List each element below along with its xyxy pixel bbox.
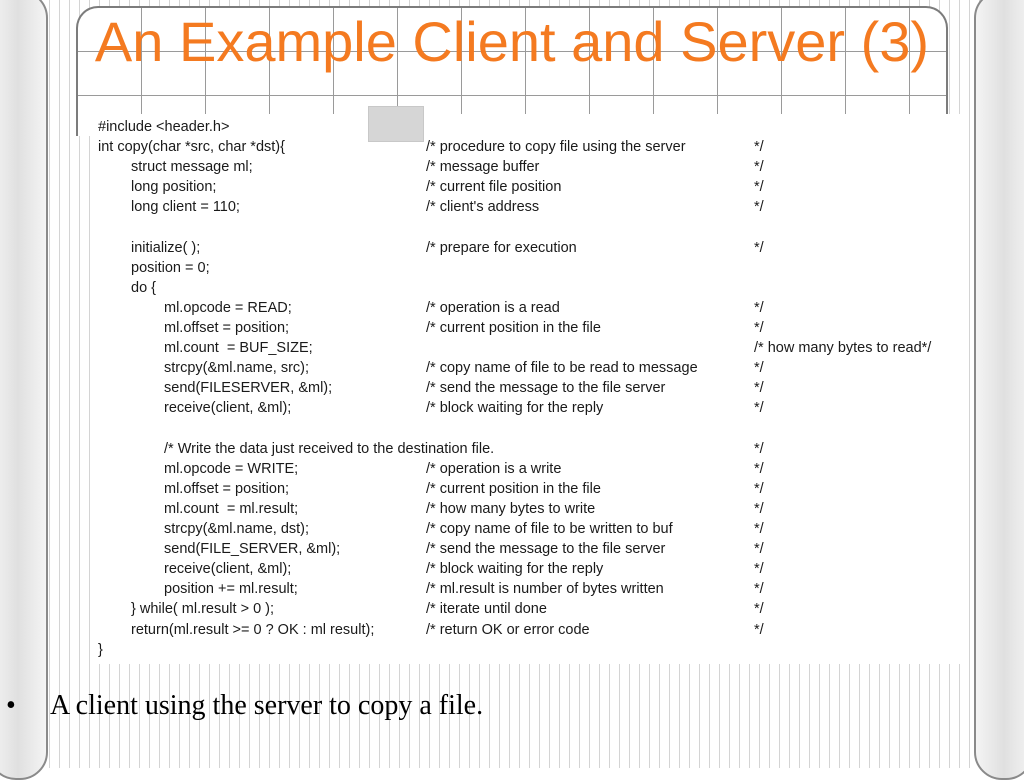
- code-comment: /* operation is a write: [426, 460, 562, 477]
- code-comment: /* ml.result is number of bytes written: [426, 581, 664, 598]
- code-line: ml.count = BUF_SIZE;: [164, 340, 313, 357]
- code-line: receive(client, &ml);: [164, 561, 292, 578]
- code-line: send(FILESERVER, &ml);: [164, 380, 333, 397]
- code-comment: /* prepare for execution: [426, 239, 577, 256]
- code-comment-end: */: [754, 320, 764, 336]
- code-line: send(FILE_SERVER, &ml);: [164, 541, 341, 558]
- code-line: position += ml.result;: [164, 581, 298, 598]
- code-comment-end: */: [754, 199, 764, 216]
- code-line: struct message ml;: [131, 159, 253, 176]
- code-line: ml.offset = position;: [164, 320, 290, 336]
- code-comment-end: */: [754, 239, 764, 256]
- code-comment-end: */: [754, 480, 764, 497]
- code-line: ml.count = ml.result;: [164, 500, 299, 517]
- code-comment-end: */: [754, 460, 764, 477]
- code-line: return(ml.result >= 0 ? OK : ml result);: [131, 621, 375, 638]
- code-comment-end: */: [754, 179, 764, 196]
- code-comment: /* return OK or error code: [426, 621, 590, 638]
- code-line: ml.offset = position;: [164, 480, 290, 497]
- code-comment: /* message buffer: [426, 159, 540, 176]
- code-line: ml.opcode = READ;: [164, 299, 292, 316]
- code-line: }: [98, 641, 103, 658]
- code-comment-end: */: [754, 541, 764, 558]
- right-decorative-column: [974, 0, 1024, 780]
- code-comment: /* current file position: [426, 179, 562, 196]
- code-comment: /* iterate until done: [426, 601, 547, 618]
- bullet-text: A client using the server to copy a file.: [50, 690, 484, 721]
- code-line: long client = 110;: [131, 199, 240, 216]
- gray-overlay-square: [368, 106, 424, 142]
- bullet-marker: •: [6, 690, 16, 721]
- code-line: long position;: [131, 179, 217, 196]
- code-line: ml.opcode = WRITE;: [164, 460, 299, 477]
- code-comment: /* copy name of file to be written to buf: [426, 521, 673, 537]
- code-line: receive(client, &ml);: [164, 400, 292, 417]
- code-comment-end: */: [754, 380, 764, 397]
- code-comment: /* block waiting for the reply: [426, 561, 604, 578]
- code-comment-end: */: [754, 299, 764, 316]
- slide-title: An Example Client and Server (3): [94, 10, 930, 73]
- code-listing: [90, 114, 964, 664]
- code-line: do {: [131, 279, 156, 296]
- code-line: initialize( );: [131, 239, 201, 256]
- code-comment-end: */: [754, 400, 764, 417]
- code-comment: /* send the message to the file server: [426, 380, 666, 397]
- code-line: /* Write the data just received to the destination file.: [164, 440, 495, 457]
- code-comment: /* current position in the file: [426, 320, 601, 336]
- code-comment-end: */: [754, 561, 764, 578]
- code-comment: /* procedure to copy file using the server: [426, 139, 686, 156]
- code-line: position = 0;: [131, 259, 210, 276]
- code-comment: /* copy name of file to be read to message: [426, 360, 698, 377]
- code-line: } while( ml.result > 0 );: [131, 601, 275, 618]
- code-comment: /* client's address: [426, 199, 540, 216]
- code-comment: /* how many bytes to write: [426, 500, 596, 517]
- left-decorative-column: [0, 0, 48, 780]
- code-line: strcpy(&ml.name, src);: [164, 360, 310, 377]
- code-line: strcpy(&ml.name, dst);: [164, 521, 310, 537]
- code-comment-end: /* how many bytes to read*/: [754, 340, 932, 357]
- code-comment-end: */: [754, 621, 764, 638]
- code-comment-end: */: [754, 500, 764, 517]
- code-comment-end: */: [754, 521, 764, 537]
- code-comment: /* current position in the file: [426, 480, 601, 497]
- code-comment-end: */: [754, 159, 764, 176]
- code-comment: /* operation is a read: [426, 299, 560, 316]
- code-comment-end: */: [754, 440, 764, 457]
- code-line: #include <header.h>: [98, 119, 230, 135]
- code-comment-end: */: [754, 601, 764, 618]
- code-comment: /* block waiting for the reply: [426, 400, 604, 417]
- code-comment-end: */: [754, 581, 764, 598]
- code-line: int copy(char *src, char *dst){: [98, 139, 285, 156]
- code-comment: /* send the message to the file server: [426, 541, 666, 558]
- code-comment-end: */: [754, 360, 764, 377]
- code-comment-end: */: [754, 139, 764, 156]
